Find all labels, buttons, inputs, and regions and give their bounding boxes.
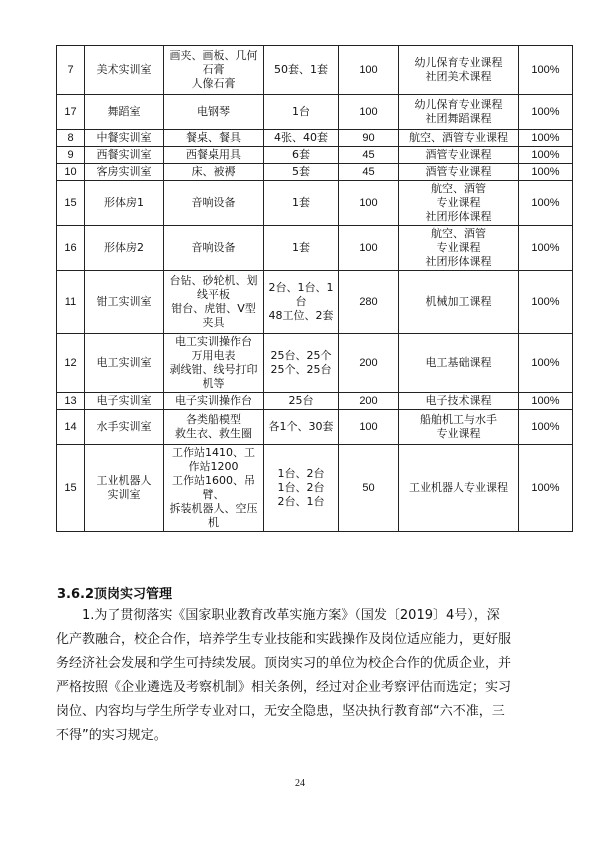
cell-line: 餐桌、餐具 — [186, 131, 241, 144]
row-number-cell: 17 — [57, 95, 85, 130]
course-cell — [399, 445, 519, 532]
cell-line: 剥线钳、线号打印 — [169, 363, 258, 376]
cell-line: 25台、25个 — [270, 349, 332, 362]
usage-rate-cell: 100% — [519, 130, 573, 147]
quantity-cell — [264, 130, 339, 147]
course-cell — [399, 95, 519, 130]
cell-line: 石膏 — [202, 63, 225, 76]
cell-line: 工作站1600、吊 — [172, 474, 255, 487]
cell-line: 钳台、虎钳、V型 — [171, 302, 256, 315]
capacity-cell: 100 — [339, 181, 399, 226]
equipment-cell — [164, 271, 264, 334]
cell-line: 画夹、画板、几何 — [169, 49, 258, 62]
cell-line: 救生衣、救生圈 — [175, 427, 252, 440]
equipment-cell — [164, 410, 264, 445]
paragraph-line: 化产教融合，校企合作，培养学生专业技能和实践操作及岗位适应能力，更好服 — [56, 632, 512, 647]
capacity-cell: 90 — [339, 130, 399, 147]
course-cell — [399, 410, 519, 445]
equipment-cell — [164, 95, 264, 130]
cell-line: 音响设备 — [191, 241, 236, 254]
quantity-cell — [264, 181, 339, 226]
cell-line: 线平板 — [197, 288, 230, 301]
cell-line: 机等 — [202, 377, 225, 390]
usage-rate-cell: 100% — [519, 181, 573, 226]
cell-line: 电工实训室 — [96, 356, 152, 369]
cell-line: 西餐桌用具 — [186, 148, 241, 161]
cell-line: 美术实训室 — [96, 63, 152, 76]
room-name-cell — [85, 445, 164, 532]
cell-line: 电钢琴 — [197, 105, 230, 118]
paragraph-line: 务经济社会发展和学生可持续发展。顶岗实习的单位为校企合作的优质企业，并 — [56, 656, 512, 671]
room-name-cell — [85, 95, 164, 130]
cell-line: 1台、2台 — [277, 467, 325, 480]
cell-line: 专业课程 — [436, 427, 481, 440]
equipment-cell — [164, 46, 264, 95]
capacity-cell: 200 — [339, 334, 399, 393]
cell-line: 6套 — [292, 148, 310, 161]
course-cell — [399, 130, 519, 147]
cell-line: 拆装机器人、空压 — [169, 502, 258, 515]
cell-line: 臂、 — [202, 488, 225, 501]
table-row — [57, 445, 573, 532]
table-row — [57, 130, 573, 147]
course-cell — [399, 164, 519, 181]
equipment-cell — [164, 334, 264, 393]
cell-line: 工作站1410、工 — [172, 446, 255, 459]
capacity-cell: 100 — [339, 95, 399, 130]
cell-line: 电子技术课程 — [425, 394, 492, 407]
cell-line: 中餐实训室 — [96, 131, 152, 144]
cell-line: 夹具 — [202, 316, 225, 329]
row-number-cell: 11 — [57, 271, 85, 334]
cell-line: 50套、1套 — [274, 63, 328, 76]
usage-rate-cell: 100% — [519, 393, 573, 410]
cell-line: 西餐实训室 — [96, 148, 152, 161]
equipment-cell — [164, 393, 264, 410]
cell-line: 2台、1台、1 — [268, 281, 334, 294]
cell-line: 万用电表 — [191, 349, 236, 362]
table-row — [57, 410, 573, 445]
row-number-cell: 16 — [57, 226, 85, 271]
cell-line: 2台、1台 — [277, 495, 325, 508]
cell-line: 5套 — [292, 165, 310, 178]
cell-line: 社团形体课程 — [425, 255, 492, 268]
cell-line: 4张、40套 — [274, 131, 328, 144]
cell-line: 形体房2 — [104, 241, 144, 254]
quantity-cell — [264, 226, 339, 271]
cell-line: 客房实训室 — [96, 165, 152, 178]
row-number-cell: 7 — [57, 46, 85, 95]
quantity-cell — [264, 147, 339, 164]
room-name-cell — [85, 130, 164, 147]
table-row — [57, 334, 573, 393]
usage-rate-cell: 100% — [519, 410, 573, 445]
equipment-cell — [164, 147, 264, 164]
cell-line: 社团舞蹈课程 — [425, 112, 492, 125]
usage-rate-cell: 100% — [519, 164, 573, 181]
row-number-cell: 10 — [57, 164, 85, 181]
cell-line: 电工基础课程 — [425, 356, 492, 369]
quantity-cell — [264, 164, 339, 181]
capacity-cell: 45 — [339, 164, 399, 181]
cell-line: 电工实训操作台 — [175, 335, 252, 348]
cell-line: 各类船模型 — [186, 413, 241, 426]
cell-line: 音响设备 — [191, 196, 236, 209]
equipment-cell — [164, 164, 264, 181]
cell-line: 台钻、砂轮机、划 — [169, 274, 258, 287]
quantity-cell — [264, 410, 339, 445]
room-name-cell — [85, 181, 164, 226]
capacity-cell: 100 — [339, 46, 399, 95]
cell-line: 酒管专业课程 — [425, 148, 492, 161]
table-row — [57, 164, 573, 181]
cell-line: 床、被褥 — [191, 165, 236, 178]
capacity-cell: 50 — [339, 445, 399, 532]
equipment-cell — [164, 130, 264, 147]
cell-line: 航空、酒管 — [431, 182, 486, 195]
course-cell — [399, 46, 519, 95]
table-row — [57, 95, 573, 130]
cell-line: 工业机器人 — [96, 474, 152, 487]
usage-rate-cell: 100% — [519, 445, 573, 532]
capacity-cell: 100 — [339, 226, 399, 271]
usage-rate-cell: 100% — [519, 147, 573, 164]
row-number-cell: 14 — [57, 410, 85, 445]
cell-line: 社团美术课程 — [425, 70, 492, 83]
cell-line: 作站1200 — [188, 460, 239, 473]
row-number-cell: 15 — [57, 445, 85, 532]
room-name-cell — [85, 271, 164, 334]
usage-rate-cell: 100% — [519, 271, 573, 334]
row-number-cell: 9 — [57, 147, 85, 164]
table-row — [57, 271, 573, 334]
cell-line: 实训室 — [107, 488, 141, 501]
room-name-cell — [85, 334, 164, 393]
quantity-cell — [264, 95, 339, 130]
room-name-cell — [85, 393, 164, 410]
course-cell — [399, 147, 519, 164]
cell-line: 航空、酒管 — [431, 227, 486, 240]
row-number-cell: 12 — [57, 334, 85, 393]
table-row — [57, 181, 573, 226]
usage-rate-cell: 100% — [519, 226, 573, 271]
table-row — [57, 147, 573, 164]
paragraph-line: 不得”的实习规定。 — [56, 728, 167, 743]
cell-line: 各1个、30套 — [268, 420, 334, 433]
cell-line: 25台 — [288, 394, 314, 407]
course-cell — [399, 271, 519, 334]
section-title: 3.6.2顶岗实习管理 — [57, 587, 173, 602]
paragraph-line: 岗位、内容均与学生所学专业对口，无安全隐患，坚决执行教育部“六不准，三 — [56, 704, 505, 719]
cell-line: 工业机器人专业课程 — [409, 481, 508, 494]
cell-line: 专业课程 — [436, 196, 481, 209]
quantity-cell — [264, 393, 339, 410]
cell-line: 1台、2台 — [277, 481, 325, 494]
cell-line: 形体房1 — [104, 196, 144, 209]
quantity-cell — [264, 445, 339, 532]
table-row — [57, 226, 573, 271]
cell-line: 1台 — [292, 105, 310, 118]
row-number-cell: 15 — [57, 181, 85, 226]
usage-rate-cell: 100% — [519, 334, 573, 393]
course-cell — [399, 334, 519, 393]
room-name-cell — [85, 164, 164, 181]
course-cell — [399, 226, 519, 271]
cell-line: 船舶机工与水手 — [420, 413, 497, 426]
row-number-cell: 8 — [57, 130, 85, 147]
equipment-cell — [164, 445, 264, 532]
cell-line: 人像石膏 — [191, 77, 236, 90]
cell-line: 1套 — [292, 196, 310, 209]
usage-rate-cell: 100% — [519, 95, 573, 130]
cell-line: 台 — [295, 295, 307, 308]
course-cell — [399, 181, 519, 226]
cell-line: 48工位、2套 — [268, 309, 334, 322]
cell-line: 钳工实训室 — [96, 295, 152, 308]
quantity-cell — [264, 334, 339, 393]
row-number-cell: 13 — [57, 393, 85, 410]
equipment-cell — [164, 181, 264, 226]
facilities-table — [56, 45, 573, 532]
cell-line: 电子实训室 — [96, 394, 152, 407]
cell-line: 舞蹈室 — [107, 105, 141, 118]
cell-line: 社团形体课程 — [425, 210, 492, 223]
cell-line: 航空、酒管专业课程 — [409, 131, 508, 144]
cell-line: 电子实训操作台 — [175, 394, 252, 407]
course-cell — [399, 393, 519, 410]
quantity-cell — [264, 271, 339, 334]
cell-line: 幼儿保育专业课程 — [414, 98, 503, 111]
cell-line: 专业课程 — [436, 241, 481, 254]
page-number: 24 — [295, 778, 305, 789]
capacity-cell: 280 — [339, 271, 399, 334]
cell-line: 机械加工课程 — [425, 295, 492, 308]
table-row — [57, 46, 573, 95]
capacity-cell: 100 — [339, 410, 399, 445]
paragraph-line: 严格按照《企业遴选及考察机制》相关条例，经过对企业考察评估而选定；实习 — [56, 680, 512, 695]
room-name-cell — [85, 147, 164, 164]
quantity-cell — [264, 46, 339, 95]
capacity-cell: 45 — [339, 147, 399, 164]
usage-rate-cell: 100% — [519, 46, 573, 95]
table-row — [57, 393, 573, 410]
capacity-cell: 200 — [339, 393, 399, 410]
equipment-cell — [164, 226, 264, 271]
cell-line: 1套 — [292, 241, 310, 254]
cell-line: 酒管专业课程 — [425, 165, 492, 178]
cell-line: 幼儿保育专业课程 — [414, 56, 503, 69]
cell-line: 机 — [208, 516, 219, 529]
cell-line: 25个、25台 — [270, 363, 332, 376]
room-name-cell — [85, 226, 164, 271]
room-name-cell — [85, 410, 164, 445]
paragraph-line: 1.为了贯彻落实《国家职业教育改革实施方案》（国发〔2019〕4号），深 — [82, 608, 500, 623]
room-name-cell — [85, 46, 164, 95]
cell-line: 水手实训室 — [96, 420, 152, 433]
paragraph — [56, 604, 576, 748]
